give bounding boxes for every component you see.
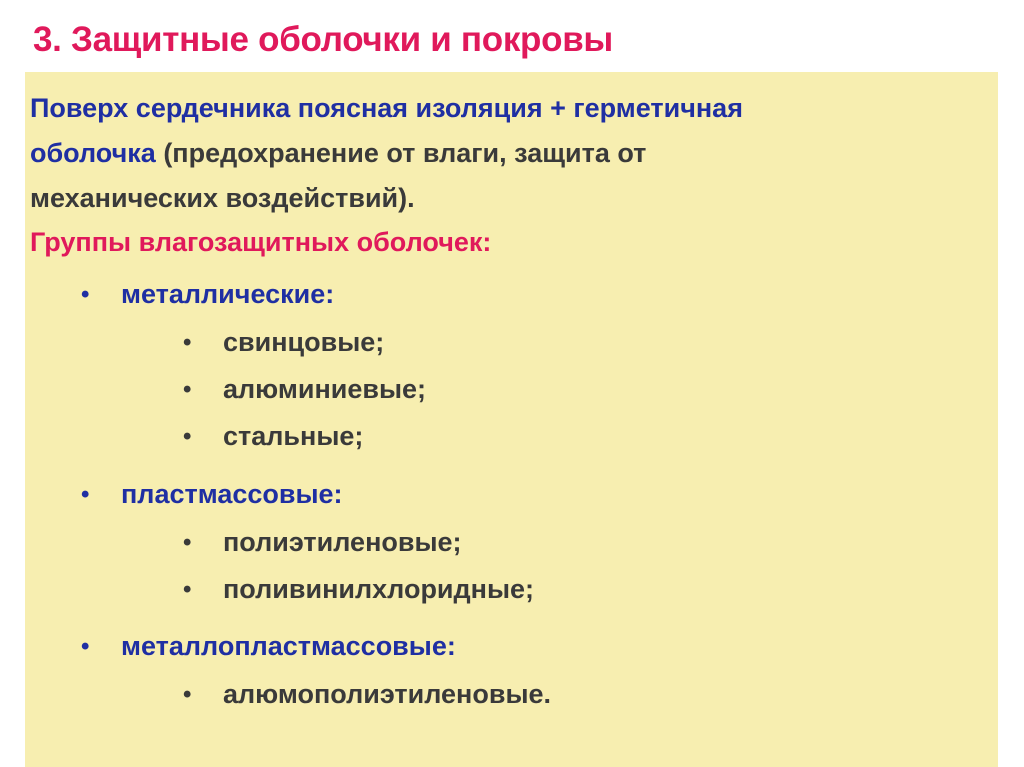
intro-paragraph [30, 86, 990, 221]
intro-line-1: Поверх сердечника поясная изоляция + герметичная [30, 93, 743, 123]
bullet-icon: • [81, 481, 90, 508]
bullet-icon: • [81, 633, 90, 660]
bullet-icon: • [183, 681, 192, 708]
intro-line-2-rest: (предохранение от влаги, защита от [155, 138, 647, 168]
subitem-label: свинцовые; [223, 327, 385, 357]
subitem-label: поливинилхлоридные; [223, 574, 535, 604]
intro-line-3: механических воздействий). [30, 183, 415, 213]
bullet-icon: • [183, 376, 192, 403]
subitem-label: алюминиевые; [223, 374, 427, 404]
bullet-icon: • [183, 329, 192, 356]
group-label: металлические: [121, 279, 335, 309]
subitem-label: алюмополиэтиленовые. [223, 679, 552, 709]
group-label: металлопластмассовые: [121, 631, 456, 661]
bullet-icon: • [183, 576, 192, 603]
intro-line-2-term: оболочка [30, 138, 156, 168]
bullet-icon: • [81, 281, 90, 308]
bullet-icon: • [183, 529, 192, 556]
content-box [25, 72, 998, 767]
groups-heading: Группы влагозащитных оболочек: [30, 227, 492, 257]
bullet-icon: • [183, 423, 192, 450]
group-label: пластмассовые: [121, 479, 343, 509]
intro-line-2 [30, 131, 990, 176]
slide-title: 3. Защитные оболочки и покровы [33, 20, 614, 59]
subitem-label: полиэтиленовые; [223, 527, 462, 557]
subitem-label: стальные; [223, 421, 364, 451]
